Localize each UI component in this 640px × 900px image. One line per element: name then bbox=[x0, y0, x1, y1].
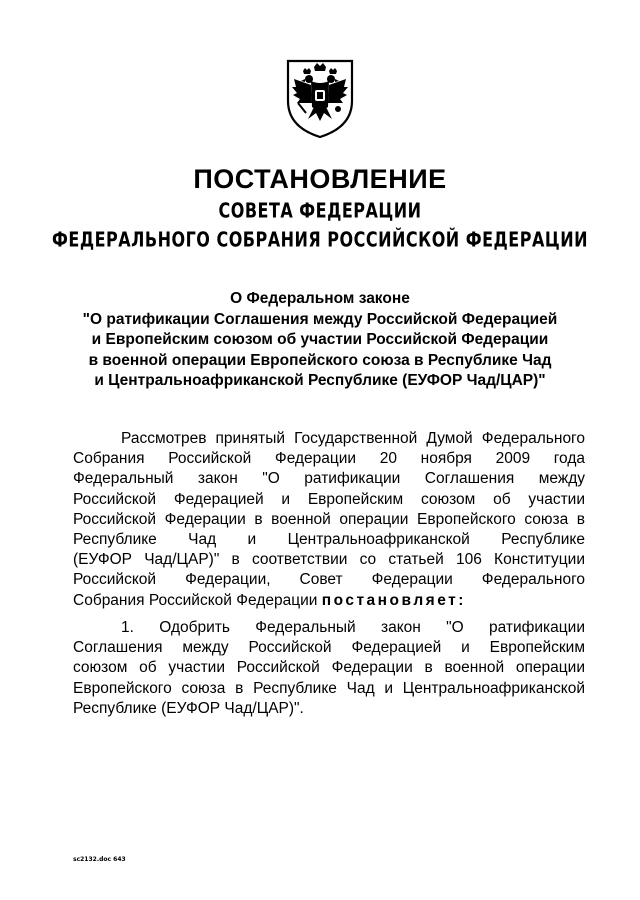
text-line: Российской Федерации в военной операции Европейского союза в bbox=[73, 510, 585, 528]
text-line: Федеральный закон "О ратификации Соглашения между bbox=[73, 470, 585, 488]
heading-line: и Европейским союзом об участии Российской Федерации bbox=[91, 331, 549, 348]
document-title: ПОСТАНОВЛЕНИЕ bbox=[193, 164, 447, 194]
resolution-item-1 bbox=[73, 618, 585, 719]
text-line-final bbox=[73, 591, 585, 611]
text-line: Республике Чад и Центральноафриканской Республике bbox=[73, 531, 585, 549]
text-line: Соглашения между Российской Федерацией и Европейским bbox=[73, 639, 585, 657]
text-line-prefix: Собрания Российской Федерации bbox=[73, 591, 322, 609]
file-reference: sc2132.doc 643 bbox=[73, 856, 126, 863]
text-line: Рассмотрев принятый Государственной Думой Федерального bbox=[121, 430, 585, 447]
decision-keyword: постановляет: bbox=[321, 591, 466, 609]
text-line: Европейского союза в Республике Чад и Центральноафриканской bbox=[73, 679, 585, 697]
heading-line: "О ратификации Соглашения между Российской Федерацией bbox=[82, 310, 558, 328]
heading-line: и Центральноафриканской Республике (ЕУФОР Чад/ЦАР)" bbox=[94, 372, 546, 389]
text-line: Российской Федерацией и Европейским союзом об участии bbox=[73, 490, 585, 508]
resolution-heading bbox=[60, 289, 580, 392]
heading-line: О Федеральном законе bbox=[230, 290, 410, 307]
preamble-paragraph bbox=[73, 429, 585, 611]
text-line: Собрания Российской Федерации 20 ноября 2009 года bbox=[73, 450, 585, 468]
coat-of-arms-emblem-icon bbox=[270, 57, 370, 139]
text-line: Республике (ЕУФОР Чад/ЦАР)". bbox=[73, 699, 304, 717]
issuer-line-2: ФЕДЕРАЛЬНОГО СОБРАНИЯ РОССИЙСКОЙ ФЕДЕРАЦИИ bbox=[52, 227, 588, 252]
text-line: 1. Одобрить Федеральный закон "О ратификации bbox=[121, 619, 585, 636]
text-line: (ЕУФОР Чад/ЦАР)" в соответствии со статьей 106 Конституции bbox=[73, 551, 585, 569]
issuer-line-1: СОВЕТА ФЕДЕРАЦИИ bbox=[218, 198, 422, 223]
text-line: союзом об участии Российской Федерации в военной операции bbox=[73, 659, 585, 677]
heading-line: в военной операции Европейского союза в Республике Чад bbox=[88, 351, 552, 369]
text-line: Российской Федерации, Совет Федерации Федерального bbox=[73, 571, 585, 589]
